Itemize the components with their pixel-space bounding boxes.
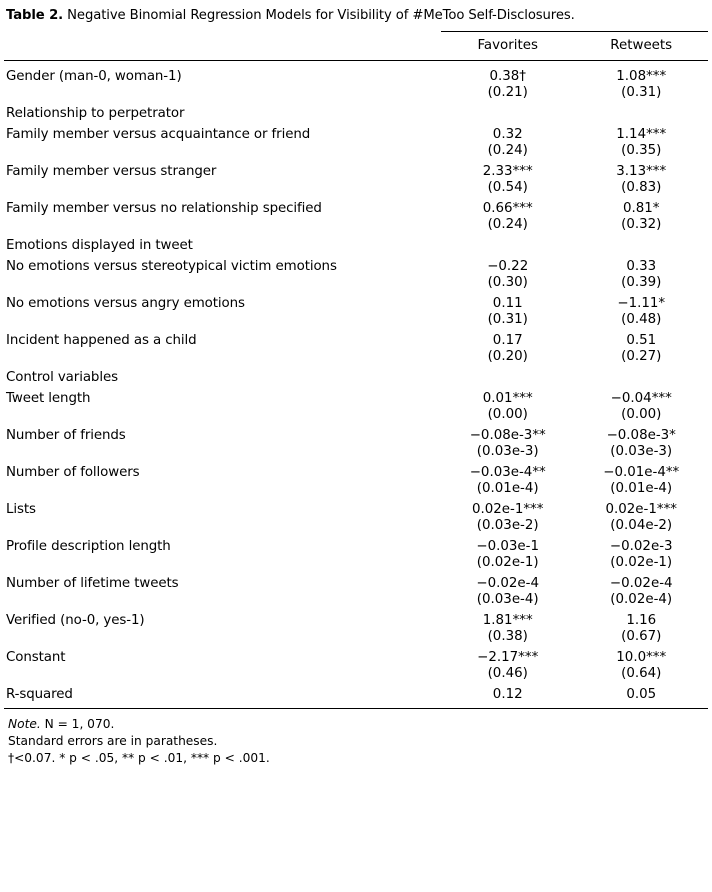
column-header-retweets: Retweets xyxy=(574,31,708,60)
table-row xyxy=(4,195,708,216)
row-label: Verified (no-0, yes-1) xyxy=(6,612,145,628)
row-label xyxy=(4,142,441,158)
cell-favorites: (0.21) xyxy=(487,84,528,100)
table-row xyxy=(4,60,708,84)
table-row xyxy=(4,459,708,480)
cell-favorites: (0.31) xyxy=(487,311,528,327)
header-row xyxy=(4,31,708,60)
cell-retweets xyxy=(574,100,708,121)
table-row xyxy=(4,158,708,179)
cell-favorites: (0.30) xyxy=(487,274,528,290)
note-line-1-text: N = 1, 070. xyxy=(40,716,115,731)
row-label xyxy=(4,311,441,327)
cell-favorites: (0.03e-3) xyxy=(476,443,539,459)
table-row xyxy=(4,443,708,459)
cell-favorites: 0.02e-1*** xyxy=(471,501,544,517)
cell-favorites: (0.01e-4) xyxy=(476,480,539,496)
table-row xyxy=(4,422,708,443)
cell-retweets: −0.02e-3 xyxy=(609,538,673,554)
row-label xyxy=(4,406,441,422)
cell-retweets: (0.02e-4) xyxy=(610,591,673,607)
table-section-row xyxy=(4,100,708,121)
cell-retweets: (0.02e-1) xyxy=(610,554,673,570)
row-label xyxy=(4,517,441,533)
cell-retweets: −1.11* xyxy=(617,295,666,311)
table-notes xyxy=(4,709,708,768)
cell-retweets: −0.04*** xyxy=(610,390,672,406)
table-row xyxy=(4,274,708,290)
table-row xyxy=(4,142,708,158)
row-label xyxy=(4,216,441,232)
table-row xyxy=(4,253,708,274)
row-label: Emotions displayed in tweet xyxy=(6,237,193,253)
cell-favorites: (0.46) xyxy=(487,665,528,681)
column-header-favorites: Favorites xyxy=(441,31,575,60)
cell-retweets: (0.31) xyxy=(621,84,662,100)
row-label: Number of lifetime tweets xyxy=(6,575,179,591)
cell-retweets: (0.67) xyxy=(621,628,662,644)
row-label: Family member versus acquaintance or friend xyxy=(6,126,311,142)
cell-retweets: (0.32) xyxy=(621,216,662,232)
cell-retweets: (0.39) xyxy=(621,274,662,290)
table-foot xyxy=(4,702,708,709)
row-label: Number of friends xyxy=(6,427,126,443)
cell-retweets: (0.48) xyxy=(621,311,662,327)
cell-retweets: (0.03e-3) xyxy=(610,443,673,459)
row-label xyxy=(4,665,441,681)
row-label: No emotions versus stereotypical victim emotions xyxy=(6,258,337,274)
cell-favorites: 0.11 xyxy=(492,295,523,311)
table-row xyxy=(4,554,708,570)
cell-retweets: (0.27) xyxy=(621,348,662,364)
row-label: R-squared xyxy=(6,686,73,702)
cell-favorites xyxy=(441,232,575,253)
cell-favorites: (0.00) xyxy=(487,406,528,422)
table-header xyxy=(4,31,708,60)
cell-retweets: −0.02e-4 xyxy=(609,575,673,591)
table-row xyxy=(4,311,708,327)
row-label xyxy=(4,274,441,290)
cell-retweets: 1.14*** xyxy=(616,126,667,142)
cell-favorites: (0.38) xyxy=(487,628,528,644)
cell-retweets: 10.0*** xyxy=(616,649,667,665)
table-caption xyxy=(4,6,708,31)
table-row xyxy=(4,496,708,517)
table-section-row xyxy=(4,232,708,253)
row-label xyxy=(4,348,441,364)
cell-favorites: (0.20) xyxy=(487,348,528,364)
row-label: Gender (man-0, woman-1) xyxy=(6,68,182,84)
cell-retweets: 1.16 xyxy=(626,612,657,628)
caption-text: Negative Binomial Regression Models for Visibility of #MeToo Self-Disclosures. xyxy=(67,8,575,23)
cell-retweets: (0.01e-4) xyxy=(610,480,673,496)
cell-retweets: (0.83) xyxy=(621,179,662,195)
cell-retweets: (0.35) xyxy=(621,142,662,158)
row-label xyxy=(4,628,441,644)
cell-favorites: 1.81*** xyxy=(482,612,533,628)
cell-favorites: −0.02e-4 xyxy=(476,575,540,591)
cell-retweets: −0.08e-3* xyxy=(606,427,676,443)
table-row xyxy=(4,84,708,100)
table-row xyxy=(4,644,708,665)
row-label: Control variables xyxy=(6,369,118,385)
table-body xyxy=(4,60,708,702)
cell-favorites: (0.02e-1) xyxy=(476,554,539,570)
cell-favorites: −0.08e-3** xyxy=(469,427,546,443)
table-row xyxy=(4,480,708,496)
table-row xyxy=(4,591,708,607)
cell-favorites: (0.24) xyxy=(487,216,528,232)
table-row xyxy=(4,406,708,422)
table-row xyxy=(4,628,708,644)
cell-retweets: 0.05 xyxy=(626,686,657,702)
cell-favorites: (0.54) xyxy=(487,179,528,195)
cell-favorites: −0.03e-1 xyxy=(476,538,540,554)
regression-table xyxy=(4,31,708,709)
table-row xyxy=(4,681,708,702)
row-label: Family member versus stranger xyxy=(6,163,217,179)
table-row xyxy=(4,216,708,232)
cell-retweets: 3.13*** xyxy=(616,163,667,179)
row-label xyxy=(4,84,441,100)
row-label: Tweet length xyxy=(6,390,91,406)
cell-favorites: 0.17 xyxy=(492,332,523,348)
row-label: Relationship to perpetrator xyxy=(6,105,185,121)
cell-favorites: (0.03e-4) xyxy=(476,591,539,607)
table-row xyxy=(4,327,708,348)
table-row xyxy=(4,348,708,364)
cell-retweets: 0.02e-1*** xyxy=(605,501,677,517)
table-row xyxy=(4,179,708,195)
cell-retweets: 0.51 xyxy=(626,332,657,348)
cell-retweets: −0.01e-4** xyxy=(603,464,680,480)
cell-favorites: 0.12 xyxy=(492,686,523,702)
cell-favorites: 0.38† xyxy=(489,68,526,84)
cell-favorites: −0.22 xyxy=(487,258,529,274)
cell-favorites: 0.32 xyxy=(492,126,523,142)
table-section-row xyxy=(4,364,708,385)
table-row xyxy=(4,385,708,406)
note-line-3: †<0.07. * p < .05, ** p < .01, *** p < .001. xyxy=(8,751,270,766)
cell-retweets: (0.04e-2) xyxy=(610,517,673,533)
cell-favorites xyxy=(441,364,575,385)
row-label xyxy=(4,554,441,570)
row-label: Incident happened as a child xyxy=(6,332,197,348)
cell-favorites: 2.33*** xyxy=(482,163,533,179)
table-row xyxy=(4,121,708,142)
cell-favorites: 0.01*** xyxy=(482,390,533,406)
cell-retweets xyxy=(574,364,708,385)
cell-favorites xyxy=(441,100,575,121)
cell-retweets: 1.08*** xyxy=(616,68,667,84)
row-label: Family member versus no relationship specified xyxy=(6,200,322,216)
row-label: Profile description length xyxy=(6,538,171,554)
table-row xyxy=(4,665,708,681)
row-label xyxy=(4,443,441,459)
table-row xyxy=(4,517,708,533)
cell-favorites: (0.03e-2) xyxy=(476,517,539,533)
cell-retweets: 0.33 xyxy=(626,258,657,274)
table-row xyxy=(4,570,708,591)
row-label xyxy=(4,480,441,496)
table-row xyxy=(4,290,708,311)
column-header-label xyxy=(4,31,441,60)
bottom-rule xyxy=(4,702,708,709)
table-row xyxy=(4,533,708,554)
row-label xyxy=(4,179,441,195)
cell-retweets: (0.00) xyxy=(621,406,662,422)
table-row xyxy=(4,607,708,628)
note-line-1 xyxy=(8,716,706,733)
cell-favorites: (0.24) xyxy=(487,142,528,158)
cell-retweets: 0.81* xyxy=(622,200,660,216)
cell-retweets: (0.64) xyxy=(621,665,662,681)
row-label xyxy=(4,591,441,607)
caption-label: Table 2. xyxy=(6,8,64,23)
row-label: No emotions versus angry emotions xyxy=(6,295,245,311)
cell-favorites: −0.03e-4** xyxy=(469,464,546,480)
cell-favorites: 0.66*** xyxy=(482,200,533,216)
note-line-2: Standard errors are in paratheses. xyxy=(8,733,218,748)
row-label: Constant xyxy=(6,649,66,665)
cell-favorites: −2.17*** xyxy=(477,649,539,665)
note-italic-prefix: Note. xyxy=(8,716,41,731)
row-label: Lists xyxy=(6,501,36,517)
row-label: Number of followers xyxy=(6,464,140,480)
cell-retweets xyxy=(574,232,708,253)
